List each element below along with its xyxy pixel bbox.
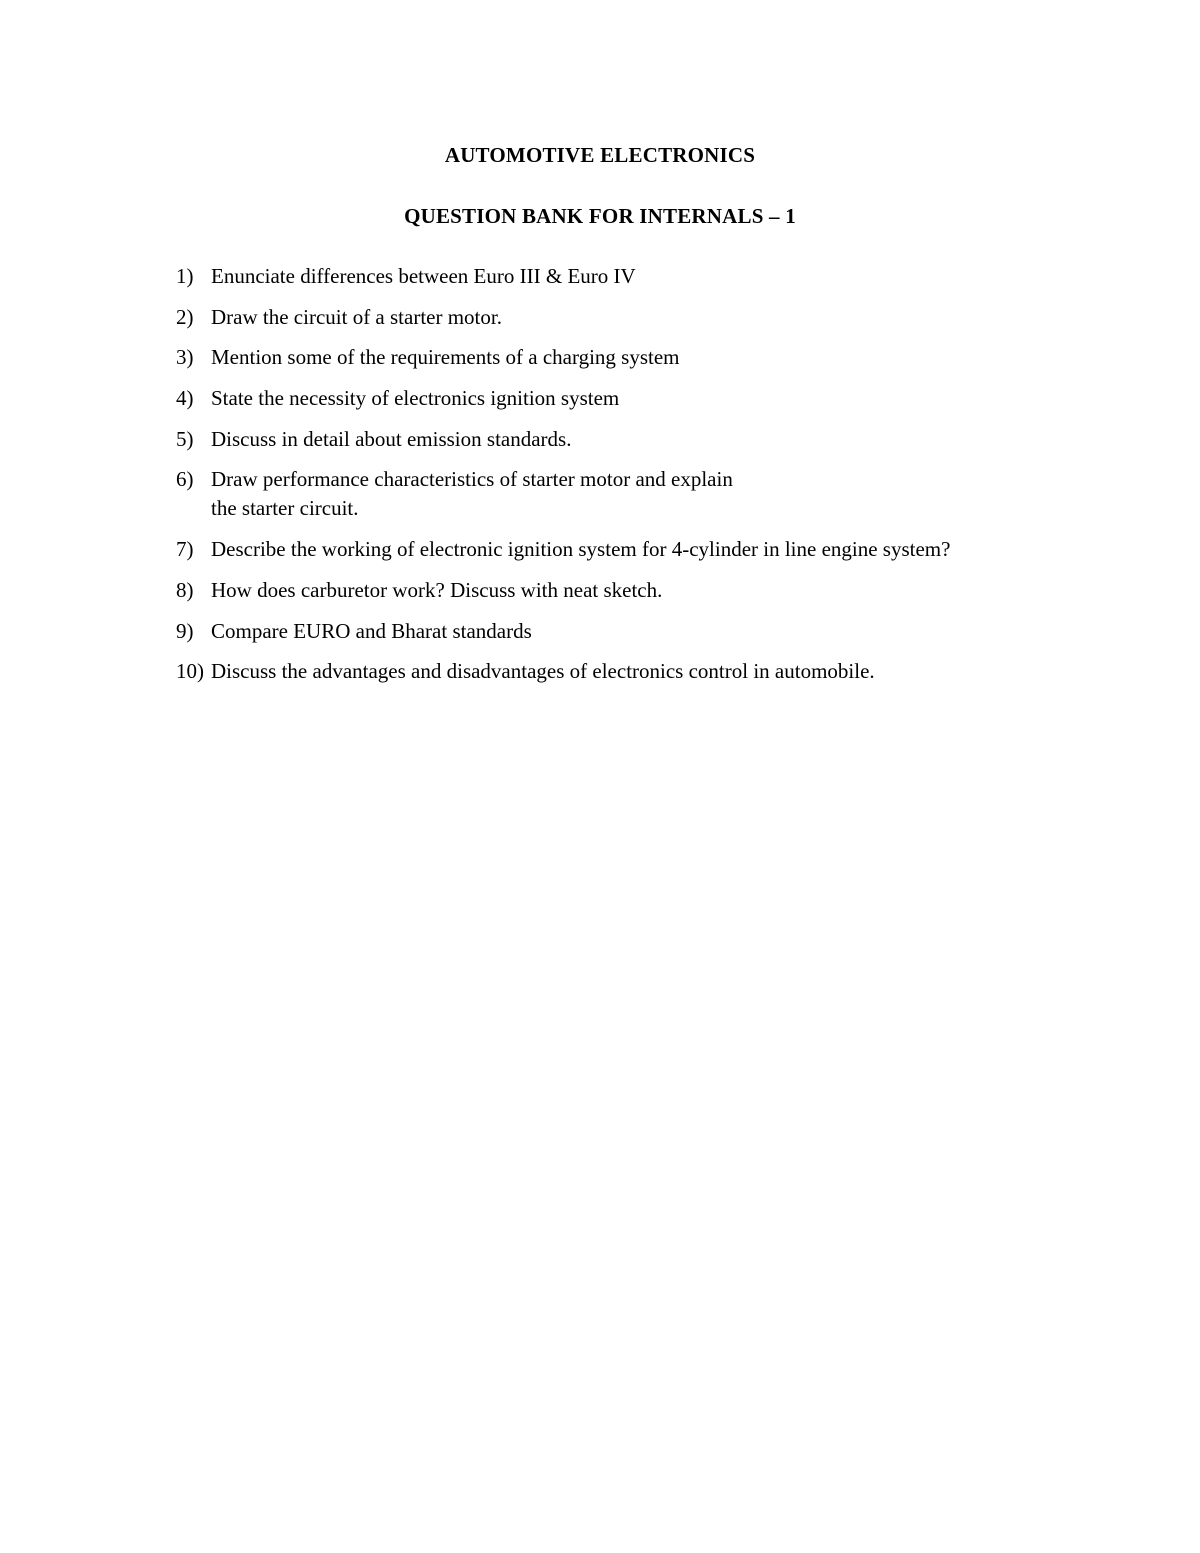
question-item [176,465,1136,523]
question-list [176,262,1136,698]
question-number: 5) [176,426,194,451]
question-number: 10) [176,659,204,684]
question-item [176,535,1136,564]
document-subtitle: QUESTION BANK FOR INTERNALS – 1 [404,204,796,228]
question-item [176,262,1136,291]
question-number: 9) [176,618,194,643]
question-text: Draw performance characteristics of starter motor and explain [211,467,733,492]
question-text: Discuss in detail about emission standards. [211,426,572,451]
question-number: 8) [176,577,194,602]
question-item [176,425,1136,454]
question-number: 4) [176,386,194,411]
question-text: Describe the working of electronic ignition system for 4-cylinder in line engine system? [211,537,951,562]
question-item [176,303,1136,332]
document-title: AUTOMOTIVE ELECTRONICS [444,143,756,167]
question-text: Mention some of the requirements of a charging system [211,345,680,370]
question-item [176,657,1136,686]
question-text: How does carburetor work? Discuss with neat sketch. [211,577,663,602]
question-text-continuation: the starter circuit. [211,496,359,521]
question-item [176,617,1136,646]
question-number: 3) [176,345,194,370]
question-number: 1) [176,264,194,288]
question-text: Discuss the advantages and disadvantages of electronics control in automobile. [211,659,875,684]
question-text: Enunciate differences between Euro III & Euro IV [211,264,636,288]
question-item [176,343,1136,372]
question-text: Compare EURO and Bharat standards [211,618,532,643]
question-item [176,576,1136,605]
question-number: 2) [176,304,194,329]
question-text: Draw the circuit of a starter motor. [211,304,502,329]
question-text: State the necessity of electronics ignition system [211,386,620,411]
question-number: 7) [176,537,194,562]
question-item [176,384,1136,413]
question-number: 6) [176,467,194,492]
